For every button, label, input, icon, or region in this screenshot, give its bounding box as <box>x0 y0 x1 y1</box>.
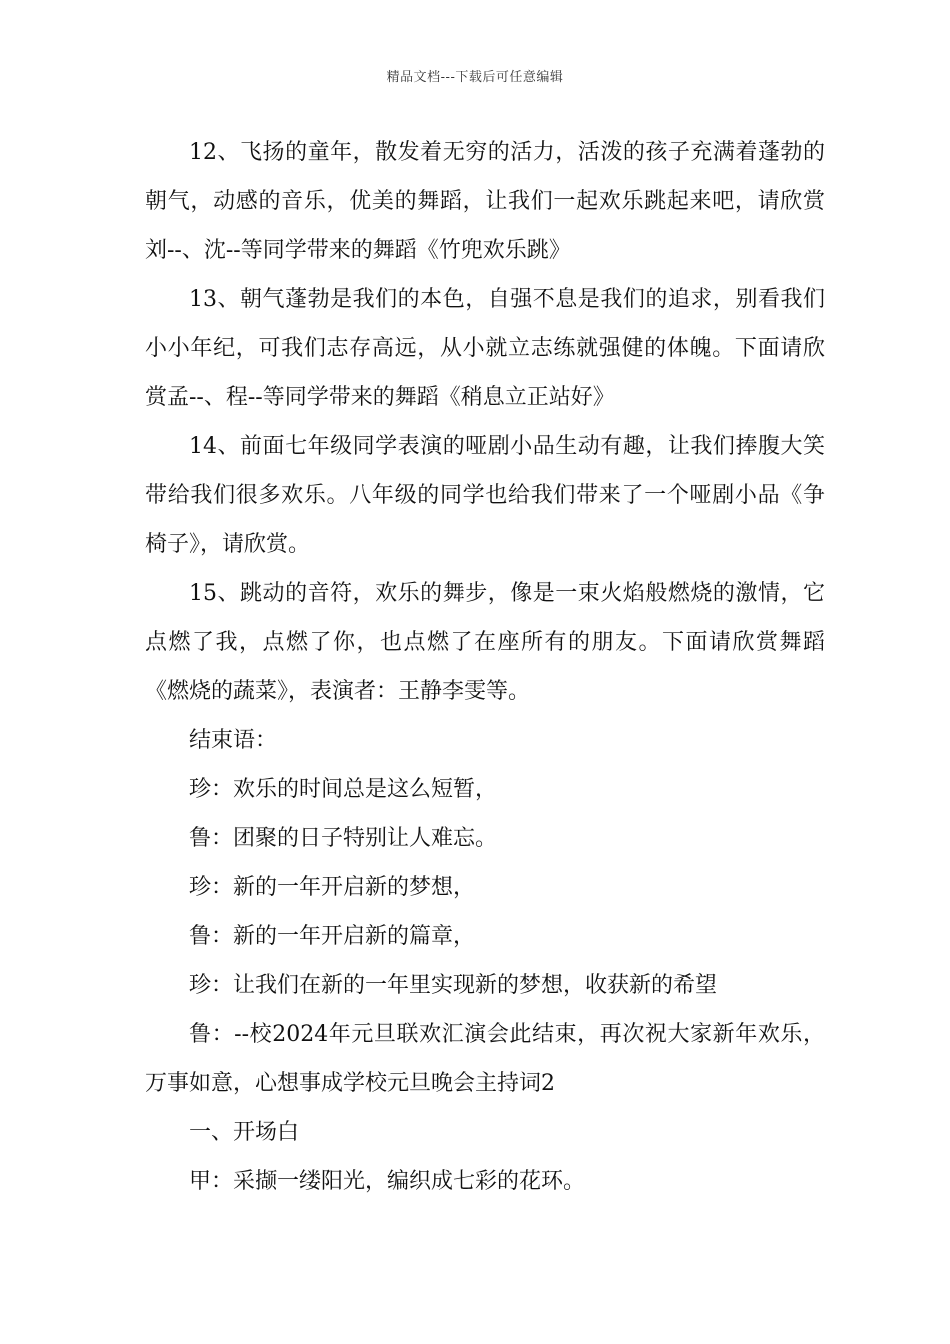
dialogue-line: 珍：让我们在新的一年里实现新的梦想，收获新的希望 <box>189 973 718 998</box>
page-header: 精品文档---下载后可任意编辑 <box>386 70 564 85</box>
dialogue-line: 鲁：团聚的日子特别让人难忘。 <box>189 826 498 851</box>
paragraph-13: 13、朝气蓬勃是我们的本色，自强不息是我们的追求，别看我们小小年纪，可我们志存高远，从小就立志练就强健的体魄。下面请欣赏孟--、程--等同学带来的舞蹈《稍息立正站好》 <box>145 287 825 410</box>
closing-heading: 结束语： <box>189 728 278 753</box>
document-body <box>145 128 825 1206</box>
section-heading: 一、开场白 <box>189 1120 300 1145</box>
dialogue-line: 鲁：新的一年开启新的篇章， <box>189 924 476 949</box>
dialogue-line: 珍：新的一年开启新的梦想， <box>189 875 476 900</box>
dialogue-line: 甲：采撷一缕阳光，编织成七彩的花环。 <box>189 1169 586 1194</box>
paragraph-15: 15、跳动的音符，欢乐的舞步，像是一束火焰般燃烧的激情，它点燃了我，点燃了你，也点燃了在座所有的朋友。下面请欣赏舞蹈《燃烧的蔬菜》，表演者：王静李雯等。 <box>145 581 825 704</box>
paragraph-14: 14、前面七年级同学表演的哑剧小品生动有趣，让我们捧腹大笑带给我们很多欢乐。八年级的同学也给我们带来了一个哑剧小品《争椅子》，请欣赏。 <box>145 434 825 557</box>
paragraph-12: 12、飞扬的童年，散发着无穷的活力，活泼的孩子充满着蓬勃的朝气，动感的音乐，优美的舞蹈，让我们一起欢乐跳起来吧，请欣赏刘--、沈--等同学带来的舞蹈《竹兜欢乐跳》 <box>145 140 825 263</box>
dialogue-line: 鲁：--校2024年元旦联欢汇演会此结束，再次祝大家新年欢乐，万事如意，心想事成学校元旦晚会主持词2 <box>145 1022 825 1096</box>
dialogue-line: 珍：欢乐的时间总是这么短暂， <box>189 777 498 802</box>
